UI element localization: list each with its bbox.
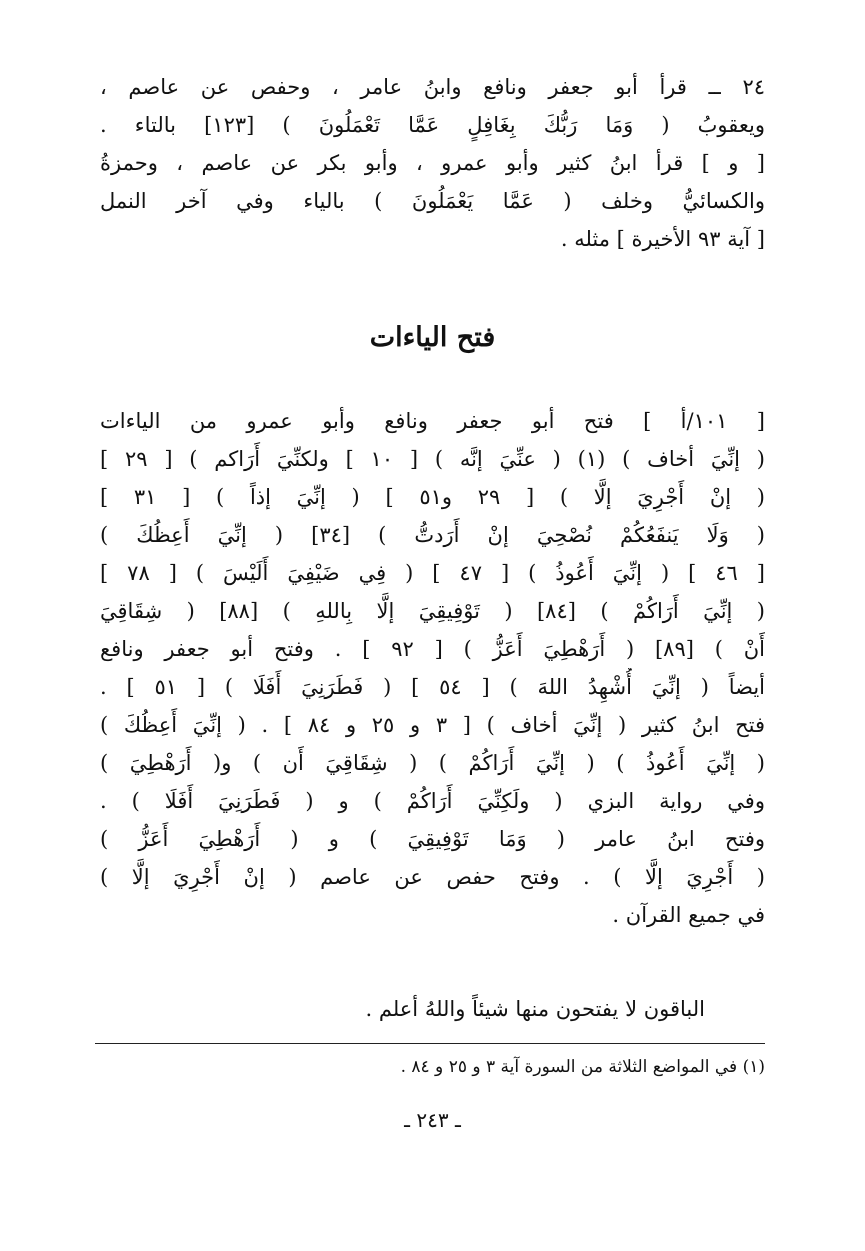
- text-line: فتح ابنُ كثير ( إنِّيَ أخاف ) [ ٣ و ٢٥ و ٨٤ ] . ( إنِّيَ أَعِظُكَ ): [100, 713, 765, 737]
- text-line: ٢٤ ــ قرأ أبو جعفر ونافع وابنُ عامر ، وحفص عن عاصم ،: [100, 75, 765, 99]
- verse-24-paragraph: [100, 68, 765, 258]
- footnote-divider: [95, 1043, 765, 1044]
- text-line: ( إنْ أَجْرِيَ إلَّا ) [ ٢٩ و٥١ ] ( إنِّيَ إذاً ) [ ٣١ ]: [100, 485, 765, 509]
- text-line: ( أَجْرِيَ إلَّا ) . وفتح حفص عن عاصم ( إنْ أَجْرِيَ إلَّا ): [100, 865, 765, 889]
- footnote: (١) في المواضع الثلاثة من السورة آية ٣ و ٢٥ و ٨٤ .: [400, 1057, 765, 1077]
- text-line: ( إنِّيَ أَرَاكُمْ ) [٨٤] ( تَوْفِيقِيَ إلَّا بِاللهِ ) [٨٨] ( شِقَاقِيَ: [100, 599, 765, 623]
- closing-statement: الباقون لا يفتحون منها شيئاً واللهُ أعلم .: [365, 997, 705, 1021]
- text-line: والكسائيُّ وخلف ( عَمَّا يَعْمَلُونَ ) بالياء وفي آخر النمل: [100, 189, 765, 213]
- text-line: ( إنِّيَ أَعُوذُ ) ( إنِّيَ أَرَاكُمْ ) ( شِقَاقِيَ أَن ) و( أَرَهْطِيَ ): [100, 751, 765, 775]
- text-line: أيضاً ( إنِّيَ أُشْهِدُ اللهَ ) [ ٥٤ ] ( فَطَرَنِيَ أَفَلَا ) [ ٥١ ] .: [100, 675, 765, 699]
- text-line: وفي رواية البزي ( ولَكِنِّيَ أَرَاكُمْ ) و ( فَطَرَنِيَ أَفَلَا ) .: [100, 789, 765, 813]
- text-line: ويعقوبُ ( وَمَا رَبُّكَ بِغَافِلٍ عَمَّا تَعْمَلُونَ ) [١٢٣] بالتاء .: [100, 113, 765, 137]
- text-line: وفتح ابنُ عامر ( وَمَا تَوْفِيقِيَ ) و ( أَرَهْطِيَ أَعَزُّ ): [100, 827, 765, 851]
- section-heading: فتح الياءات: [369, 322, 496, 353]
- text-line: [ آية ٩٣ الأخيرة ] مثله .: [560, 227, 765, 251]
- text-line: أَنْ ) [٨٩] ( أَرَهْطِيَ أَعَزُّ ) [ ٩٢ ] . وفتح أبو جعفر ونافع: [100, 637, 765, 661]
- main-paragraph: [100, 402, 765, 934]
- text-line: [ ١٠١/أ ] فتح أبو جعفر ونافع وأبو عمرو من الياءات: [100, 409, 765, 433]
- text-line: [ ٤٦ ] ( إنِّيَ أَعُوذُ ) [ ٤٧ ] ( فِي ضَيْفِيَ أَلَيْسَ ) [ ٧٨ ]: [100, 561, 765, 585]
- text-line: ( وَلَا يَنفَعُكُمْ نُصْحِيَ إنْ أَرَدتُّ ) [٣٤] ( إنِّيَ أَعِظُكَ ): [100, 523, 765, 547]
- text-line: [ و ] قرأ ابنُ كثير وأبو عمرو ، وأبو بكر عن عاصم ، وحمزةُ: [100, 151, 765, 175]
- page-number: ـ ٢٤٣ ـ: [404, 1108, 461, 1132]
- text-line: ( إنِّيَ أخاف ) (١) ( عنِّيَ إنَّه ) [ ١٠ ] ولكنِّيَ أَرَاكم ) [ ٢٩ ]: [100, 447, 765, 471]
- text-line: في جميع القرآن .: [612, 903, 765, 927]
